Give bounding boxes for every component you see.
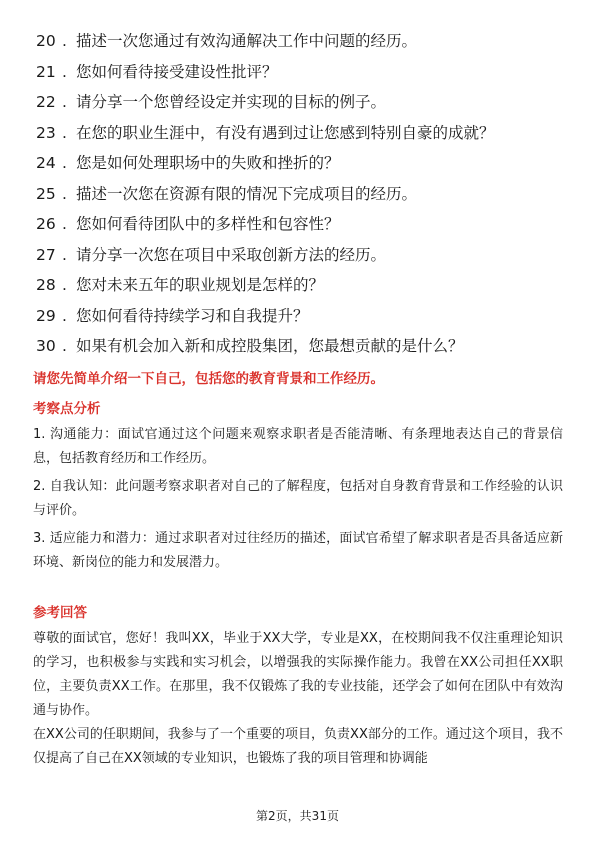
question-text: 描述一次您通过有效沟通解决工作中问题的经历。 [76,32,418,50]
list-item: 23 . 在您的职业生涯中，有没有遇到过让您感到特别自豪的成就？ [36,118,576,149]
question-number: 28 [36,276,56,294]
list-item: 30 . 如果有机会加入新和成控股集团，您最想贡献的是什么？ [36,331,576,362]
question-number: 22 [36,93,56,111]
list-item: 28 . 您对未来五年的职业规划是怎样的？ [36,270,576,301]
answer-section [33,603,563,771]
question-number: 21 [36,62,56,81]
analysis-title: 考察点分析 [33,401,101,417]
question-number: 30 [36,337,56,355]
question-number: 25 [36,184,56,203]
list-item: 22 . 请分享一个您曾经设定并实现的目标的例子。 [36,87,576,118]
question-text: 请分享一次您在项目中采取创新方法的经历。 [76,245,387,264]
list-item: 27 . 请分享一次您在项目中采取创新方法的经历。 [36,240,576,271]
highlight-question [33,369,563,389]
answer-paragraph: 尊敬的面试官，您好！我叫XX，毕业于XX大学，专业是XX，在校期间我不仅注重理论知识的学习，也积极参与实践和实习机会，以增强我的实际操作能力。我曾在XX公司担任XX职位，主要负责XX工作。在那里，我不仅锻炼了我的专业技能，还学会了如何在团队中有效沟通与协作。 [33,631,563,718]
question-text: 您如何看待团队中的多样性和包容性？ [76,215,340,233]
analysis-section [33,399,563,575]
list-item: 25 . 描述一次您在资源有限的情况下完成项目的经历。 [36,179,576,210]
list-item: 24 . 您是如何处理职场中的失败和挫折的？ [36,148,576,179]
question-number: 24 [36,154,56,172]
question-number: 20 [36,32,56,50]
page-footer: 第2页，共31页 [256,809,339,823]
question-text: 在您的职业生涯中，有没有遇到过让您感到特别自豪的成就？ [76,123,495,142]
question-number: 27 [36,245,56,264]
list-item: 29 . 您如何看待持续学习和自我提升？ [36,301,576,332]
question-text: 您是如何处理职场中的失败和挫折的？ [76,154,340,172]
question-text: 请分享一个您曾经设定并实现的目标的例子。 [76,93,387,111]
question-number: 29 [36,306,56,325]
question-text: 您对未来五年的职业规划是怎样的？ [76,276,325,294]
question-text: 描述一次您在资源有限的情况下完成项目的经历。 [76,184,418,203]
analysis-point: 3. 适应能力和潜力：通过求职者对过往经历的描述，面试官希望了解求职者是否具备适应新环境、新岗位的能力和发展潜力。 [33,531,563,570]
question-text: 您如何看待持续学习和自我提升？ [76,306,309,325]
list-item: 20 . 描述一次您通过有效沟通解决工作中问题的经历。 [36,26,576,57]
answer-paragraph: 在XX公司的任职期间，我参与了一个重要的项目，负责XX部分的工作。通过这个项目，我不仅提高了自己在XX领域的专业知识，也锻炼了我的项目管理和协调能 [33,727,563,766]
analysis-point: 1. 沟通能力：面试官通过这个问题来观察求职者是否能清晰、有条理地表达自己的背景信息，包括教育经历和工作经历。 [33,427,563,466]
list-item: 21 . 您如何看待接受建设性批评？ [36,57,576,88]
question-text: 如果有机会加入新和成控股集团，您最想贡献的是什么？ [76,337,464,355]
answer-title: 参考回答 [33,605,87,621]
analysis-point: 2. 自我认知：此问题考察求职者对自己的了解程度，包括对自身教育背景和工作经验的认识与评价。 [33,479,563,518]
question-number: 26 [36,215,56,233]
question-list [36,26,576,362]
list-item: 26 . 您如何看待团队中的多样性和包容性？ [36,209,576,240]
question-number: 23 [36,123,56,142]
question-text: 您如何看待接受建设性批评？ [76,62,278,81]
highlight-question-text: 请您先简单介绍一下自己，包括您的教育背景和工作经历。 [33,371,384,387]
